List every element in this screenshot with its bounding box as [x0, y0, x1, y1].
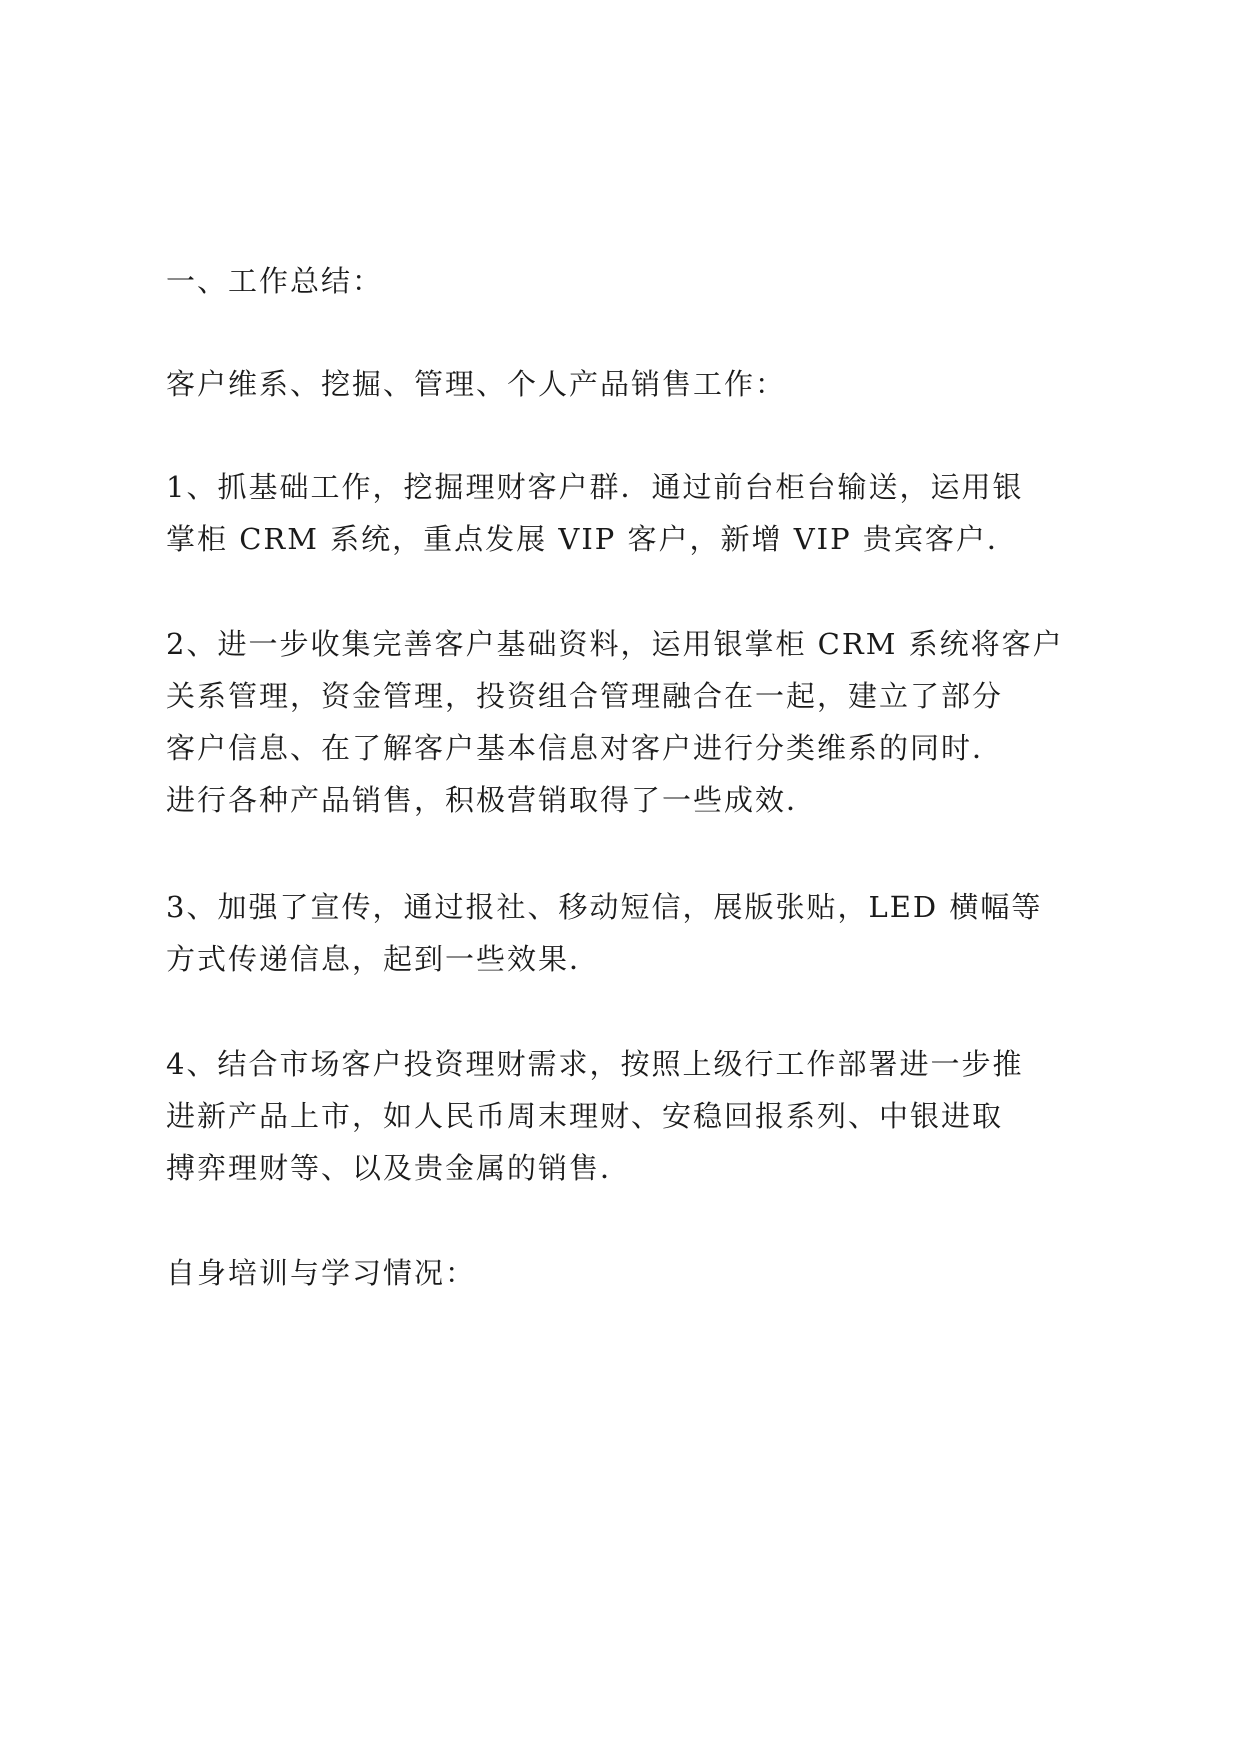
item-1-line-2: 掌柜 CRM 系统，重点发展 VIP 客户，新增 VIP 贵宾客户． [166, 522, 1018, 556]
item-2-line-2: 关系管理，资金管理，投资组合管理融合在一起，建立了部分 [166, 679, 1004, 713]
section-title-customer-work: 客户维系、挖掘、管理、个人产品销售工作： [166, 367, 787, 401]
item-2-line-4: 进行各种产品销售，积极营销取得了一些成效． [166, 783, 818, 817]
item-3-line-2: 方式传递信息，起到一些效果． [166, 942, 601, 976]
document-heading: 一、工作总结： [166, 264, 384, 298]
item-4-line-3: 搏弈理财等、以及贵金属的销售． [166, 1151, 632, 1185]
item-4-line-1: 4、结合市场客户投资理财需求，按照上级行工作部署进一步推 [166, 1047, 1024, 1081]
item-1-line-1: 1、抓基础工作，挖掘理财客户群．通过前台柜台输送，运用银 [166, 470, 1024, 504]
item-2-line-1: 2、进一步收集完善客户基础资料，运用银掌柜 CRM 系统将客户 [166, 627, 1064, 661]
item-3-line-1: 3、加强了宣传，通过报社、移动短信，展版张贴，LED 横幅等 [166, 890, 1043, 924]
item-2-line-3: 客户信息、在了解客户基本信息对客户进行分类维系的同时． [166, 731, 1004, 765]
section-title-training: 自身培训与学习情况： [166, 1256, 477, 1290]
item-4-line-2: 进新产品上市，如人民币周末理财、安稳回报系列、中银进取 [166, 1099, 1004, 1133]
